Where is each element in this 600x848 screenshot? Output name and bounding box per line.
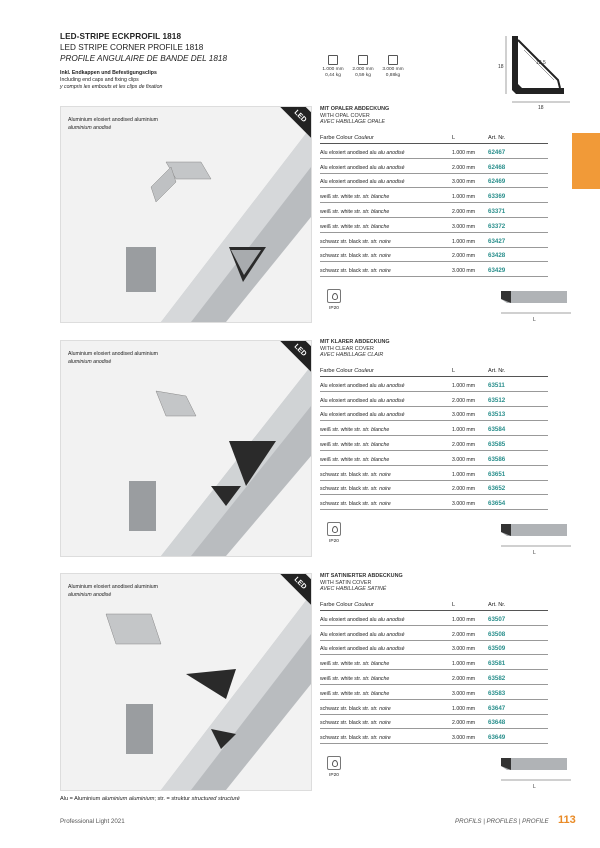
strip-end-illustration-satin bbox=[497, 752, 575, 790]
legend-text2: ; str. = struktur bbox=[154, 796, 192, 802]
table-row bbox=[320, 203, 548, 218]
product-photo-clear bbox=[60, 340, 312, 557]
row-colour: weiß str. white str. str. blanche bbox=[320, 441, 390, 448]
row-length: 1.000 mm bbox=[452, 661, 476, 668]
profile-cross-section bbox=[494, 30, 574, 110]
row-article-number[interactable]: 63512 bbox=[488, 396, 506, 404]
row-length: 2.000 mm bbox=[452, 631, 476, 638]
header-article: Art. Nr. bbox=[488, 368, 506, 374]
table-row bbox=[320, 495, 548, 510]
row-article-number[interactable]: 62469 bbox=[488, 178, 506, 186]
row-colour: Alu eloxiert anodised alu alu anodisé bbox=[320, 631, 405, 638]
table-row bbox=[320, 174, 548, 189]
footer-right: PROFILS | PROFILES | PROFILE bbox=[455, 818, 549, 825]
row-article-number[interactable]: 63584 bbox=[488, 426, 506, 434]
length-label: L bbox=[533, 550, 536, 556]
table-row bbox=[320, 670, 548, 685]
row-colour: Alu eloxiert anodised alu alu anodisé bbox=[320, 164, 405, 171]
row-article-number[interactable]: 63586 bbox=[488, 455, 506, 463]
row-article-number[interactable]: 63508 bbox=[488, 630, 506, 638]
table-row bbox=[320, 407, 548, 422]
header-article: Art. Nr. bbox=[488, 135, 506, 141]
table-row bbox=[320, 436, 548, 451]
package-icon bbox=[328, 55, 338, 65]
row-article-number[interactable]: 63428 bbox=[488, 252, 506, 260]
ip-label: IP20 bbox=[329, 539, 339, 544]
row-colour: weiß str. white str. str. blanche bbox=[320, 223, 390, 230]
table-row bbox=[320, 700, 548, 715]
row-length: 3.000 mm bbox=[452, 456, 476, 463]
row-length: 3.000 mm bbox=[452, 412, 476, 419]
package-length: 3.000 mm bbox=[382, 67, 404, 72]
row-colour: weiß str. white str. str. blanche bbox=[320, 661, 390, 668]
row-colour: Alu eloxiert anodised alu alu anodisé bbox=[320, 412, 405, 419]
row-length: 2.000 mm bbox=[452, 208, 476, 215]
caption-line2: aluminium anodisé bbox=[68, 125, 112, 131]
row-article-number[interactable]: 63649 bbox=[488, 734, 506, 742]
row-length: 1.000 mm bbox=[452, 382, 476, 389]
section-opal-heading bbox=[320, 106, 389, 126]
header-article: Art. Nr. bbox=[488, 602, 506, 608]
package-3000 bbox=[378, 55, 408, 79]
caption-line2: aluminium anodisé bbox=[68, 359, 112, 365]
footer-left: Professional Light 2021 bbox=[60, 818, 125, 825]
water-drop-icon bbox=[327, 522, 341, 536]
row-article-number[interactable]: 63582 bbox=[488, 674, 506, 682]
row-article-number[interactable]: 63372 bbox=[488, 222, 506, 230]
note-fr: y compris les embouts et les clips de fixation bbox=[60, 84, 163, 90]
table-row bbox=[320, 144, 548, 159]
row-colour: weiß str. white str. str. blanche bbox=[320, 456, 390, 463]
row-length: 3.000 mm bbox=[452, 646, 476, 653]
row-article-number[interactable]: 63652 bbox=[488, 485, 506, 493]
title-en: LED STRIPE CORNER PROFILE 1818 bbox=[60, 43, 204, 52]
title-fr: PROFILE ANGULAIRE DE BANDE DEL 1818 bbox=[60, 54, 227, 63]
table-row bbox=[320, 715, 548, 730]
row-colour: Alu eloxiert anodised alu alu anodisé bbox=[320, 646, 405, 653]
row-length: 1.000 mm bbox=[452, 194, 476, 201]
section-title-fr: AVEC HABILLAGE OPALE bbox=[320, 119, 385, 125]
package-1000 bbox=[318, 55, 348, 79]
row-colour: Alu eloxiert anodised alu alu anodisé bbox=[320, 382, 405, 389]
strip-end-illustration-opal bbox=[497, 285, 575, 323]
row-colour: Alu eloxiert anodised alu alu anodisé bbox=[320, 397, 405, 404]
header-length: L bbox=[452, 602, 456, 608]
row-length: 2.000 mm bbox=[452, 486, 476, 493]
table-row bbox=[320, 481, 548, 496]
led-badge-label: LED bbox=[292, 576, 308, 591]
table-row bbox=[320, 262, 548, 277]
length-label: L bbox=[533, 317, 536, 323]
caption-line1: Aluminium eloxiert anodised aluminium bbox=[68, 117, 158, 123]
row-length: 3.000 mm bbox=[452, 690, 476, 697]
water-drop-icon bbox=[327, 756, 341, 770]
table-row bbox=[320, 641, 548, 656]
row-length: 1.000 mm bbox=[452, 238, 476, 245]
row-length: 2.000 mm bbox=[452, 164, 476, 171]
table-row bbox=[320, 655, 548, 670]
row-colour: weiß str. white str. str. blanche bbox=[320, 690, 390, 697]
table-row bbox=[320, 626, 548, 641]
section-title-fr: AVEC HABILLAGE CLAIR bbox=[320, 352, 384, 358]
row-article-number[interactable]: 63585 bbox=[488, 440, 506, 448]
row-article-number[interactable]: 62467 bbox=[488, 148, 506, 156]
ip-rating-clear bbox=[327, 522, 341, 544]
row-article-number[interactable]: 63371 bbox=[488, 207, 506, 215]
legend-text2-italic: structured structuré bbox=[191, 796, 240, 802]
row-colour: schwarz str. black str. str. noire bbox=[320, 471, 391, 478]
row-article-number[interactable]: 63509 bbox=[488, 645, 506, 653]
row-colour: Alu eloxiert anodised alu alu anodisé bbox=[320, 149, 405, 156]
row-colour: schwarz str. black str. str. noire bbox=[320, 253, 391, 260]
row-article-number[interactable]: 63507 bbox=[488, 615, 506, 623]
row-length: 2.000 mm bbox=[452, 397, 476, 404]
package-weight: 0,59 kg bbox=[355, 72, 371, 78]
row-article-number[interactable]: 63427 bbox=[488, 237, 506, 245]
table-row bbox=[320, 611, 548, 626]
row-length: 3.000 mm bbox=[452, 179, 476, 186]
table-satin bbox=[320, 597, 548, 744]
table-row bbox=[320, 188, 548, 203]
profile-illustration bbox=[61, 107, 311, 322]
ip-rating-satin bbox=[327, 756, 341, 778]
table-row bbox=[320, 233, 548, 248]
header-colour: Farbe Colour Couleur bbox=[320, 602, 374, 608]
row-length: 1.000 mm bbox=[452, 427, 476, 434]
dim-bottom: 18 bbox=[538, 105, 544, 110]
dim-side: 18 bbox=[498, 64, 504, 70]
section-title-en: WITH CLEAR COVER bbox=[320, 345, 374, 352]
package-length: 2.000 mm bbox=[352, 67, 374, 72]
strip-end-illustration-clear bbox=[497, 518, 575, 556]
row-length: 3.000 mm bbox=[452, 268, 476, 275]
legend-text-italic: aluminium aluminium bbox=[101, 796, 155, 802]
table-header-row bbox=[320, 363, 548, 377]
row-colour: schwarz str. black str. str. noire bbox=[320, 720, 391, 727]
page-number: 113 bbox=[558, 814, 576, 826]
header-colour: Farbe Colour Couleur bbox=[320, 135, 374, 141]
row-length: 1.000 mm bbox=[452, 616, 476, 623]
row-length: 1.000 mm bbox=[452, 471, 476, 478]
profile-illustration bbox=[61, 574, 311, 790]
row-article-number[interactable]: 63648 bbox=[488, 719, 506, 727]
package-weight: 0,88kg bbox=[385, 72, 401, 78]
led-badge-label: LED bbox=[292, 343, 308, 358]
table-clear bbox=[320, 363, 548, 510]
note-en: Including end caps and fixing clips bbox=[60, 77, 139, 83]
product-photo-opal bbox=[60, 106, 312, 323]
table-row bbox=[320, 377, 548, 392]
row-article-number[interactable]: 63647 bbox=[488, 704, 506, 712]
table-row bbox=[320, 466, 548, 481]
row-article-number[interactable]: 63511 bbox=[488, 381, 505, 389]
table-header-row bbox=[320, 597, 548, 611]
led-badge-label: LED bbox=[292, 109, 308, 124]
header-colour: Farbe Colour Couleur bbox=[320, 368, 374, 374]
row-colour: Alu eloxiert anodised alu alu anodisé bbox=[320, 179, 405, 186]
length-label: L bbox=[533, 784, 536, 790]
row-colour: weiß str. white str. str. blanche bbox=[320, 427, 390, 434]
ip-label: IP20 bbox=[329, 773, 339, 778]
row-colour: schwarz str. black str. str. noire bbox=[320, 238, 391, 245]
water-drop-icon bbox=[327, 289, 341, 303]
table-opal bbox=[320, 130, 548, 277]
row-length: 2.000 mm bbox=[452, 441, 476, 448]
header-length: L bbox=[452, 368, 456, 374]
row-length: 1.000 mm bbox=[452, 705, 476, 712]
table-row bbox=[320, 218, 548, 233]
header-length: L bbox=[452, 135, 456, 141]
row-article-number[interactable]: 63429 bbox=[488, 267, 506, 275]
profile-illustration bbox=[61, 341, 311, 556]
row-length: 3.000 mm bbox=[452, 735, 476, 742]
section-satin-heading bbox=[320, 573, 403, 593]
section-tab bbox=[572, 133, 600, 189]
section-clear-heading bbox=[320, 339, 390, 359]
row-colour: schwarz str. black str. str. noire bbox=[320, 501, 391, 508]
note-de: Inkl. Endkappen und Befestigungsclips bbox=[60, 70, 157, 76]
dim-diagonal: 12,5 bbox=[536, 60, 546, 66]
row-article-number[interactable]: 63581 bbox=[488, 660, 506, 668]
row-length: 2.000 mm bbox=[452, 720, 476, 727]
row-length: 3.000 mm bbox=[452, 501, 476, 508]
table-row bbox=[320, 451, 548, 466]
includes-note bbox=[60, 70, 162, 91]
row-length: 1.000 mm bbox=[452, 149, 476, 156]
section-title-en: WITH OPAL COVER bbox=[320, 112, 370, 119]
row-colour: schwarz str. black str. str. noire bbox=[320, 735, 391, 742]
caption-line1: Aluminium eloxiert anodised aluminium bbox=[68, 584, 158, 590]
row-colour: weiß str. white str. str. blanche bbox=[320, 208, 390, 215]
row-colour: weiß str. white str. str. blanche bbox=[320, 194, 390, 201]
package-length: 1.000 mm bbox=[322, 67, 344, 72]
row-article-number[interactable]: 63369 bbox=[488, 193, 506, 201]
row-article-number[interactable]: 62468 bbox=[488, 163, 506, 171]
row-article-number[interactable]: 63651 bbox=[488, 470, 506, 478]
row-colour: weiß str. white str. str. blanche bbox=[320, 675, 390, 682]
row-article-number[interactable]: 63654 bbox=[488, 500, 506, 508]
legend bbox=[60, 796, 240, 802]
row-colour: schwarz str. black str. str. noire bbox=[320, 705, 391, 712]
ip-rating-opal bbox=[327, 289, 341, 311]
package-icon bbox=[358, 55, 368, 65]
row-article-number[interactable]: 63583 bbox=[488, 689, 506, 697]
title-de: LED-STRIPE ECKPROFIL 1818 bbox=[60, 32, 182, 41]
section-title-fr: AVEC HABILLAGE SATINÉ bbox=[320, 586, 387, 592]
section-title-de: MIT KLARER ABDECKUNG bbox=[320, 339, 390, 345]
row-length: 2.000 mm bbox=[452, 675, 476, 682]
row-length: 2.000 mm bbox=[452, 253, 476, 260]
row-article-number[interactable]: 63513 bbox=[488, 411, 506, 419]
product-photo-satin bbox=[60, 573, 312, 791]
legend-text: Alu = Aluminium bbox=[60, 796, 102, 802]
section-title-en: WITH SATIN COVER bbox=[320, 579, 372, 586]
row-colour: schwarz str. black str. str. noire bbox=[320, 486, 391, 493]
table-row bbox=[320, 159, 548, 174]
package-icon bbox=[388, 55, 398, 65]
ip-label: IP20 bbox=[329, 306, 339, 311]
table-row bbox=[320, 685, 548, 700]
section-title-de: MIT OPALER ABDECKUNG bbox=[320, 106, 390, 112]
package-2000 bbox=[348, 55, 378, 79]
package-weight: 0,44 kg bbox=[325, 72, 341, 78]
caption-line1: Aluminium eloxiert anodised aluminium bbox=[68, 351, 158, 357]
table-row bbox=[320, 392, 548, 407]
table-row bbox=[320, 421, 548, 436]
caption-line2: aluminium anodisé bbox=[68, 592, 112, 598]
table-row bbox=[320, 248, 548, 263]
table-header-row bbox=[320, 130, 548, 144]
section-title-de: MIT SATINIERTER ABDECKUNG bbox=[320, 573, 403, 579]
row-colour: schwarz str. black str. str. noire bbox=[320, 268, 391, 275]
table-row bbox=[320, 729, 548, 744]
row-colour: Alu eloxiert anodised alu alu anodisé bbox=[320, 616, 405, 623]
row-length: 3.000 mm bbox=[452, 223, 476, 230]
